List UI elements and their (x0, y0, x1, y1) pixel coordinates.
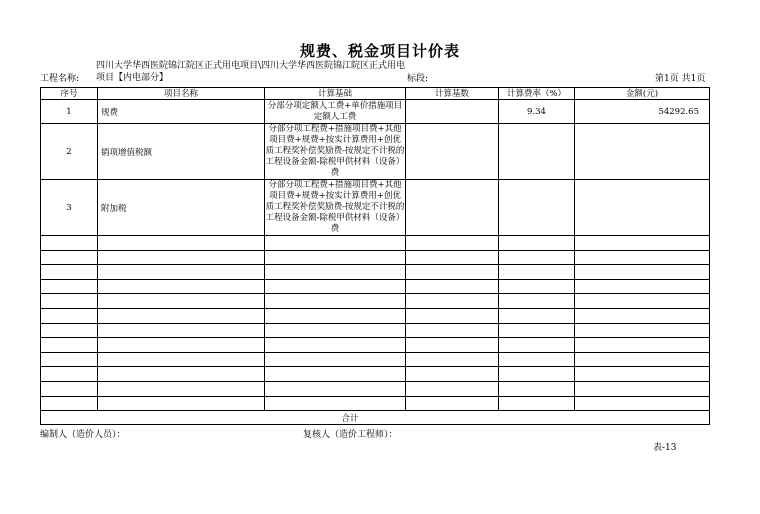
compiler-label: 编制人（造价人员）： (40, 430, 126, 440)
form-number: 表-13 (653, 443, 677, 453)
row-basis: 分部分项工程费+措施项目费+其他项目费+规费+按实计算费用+创优质工程奖补偿奖励费-按规定不计税的工程设备金额-除税甲供材料（设备）费 (265, 124, 405, 178)
empty-row (41, 265, 710, 280)
empty-row (41, 279, 710, 294)
header-no: 序号 (41, 88, 98, 100)
header-rate: 计算费率（%） (499, 88, 575, 100)
reviewer-label: 复核人（造价工程师）： (303, 430, 398, 440)
row-name: 销项增值税额 (98, 124, 265, 180)
row-amount (575, 124, 710, 180)
row-rate (499, 180, 575, 236)
table-row (41, 100, 710, 124)
row-no: 3 (41, 180, 98, 236)
empty-row (41, 236, 710, 251)
empty-row (41, 396, 710, 411)
empty-row (41, 308, 710, 323)
empty-row (41, 381, 710, 396)
row-rate: 9.34 (499, 100, 575, 124)
total-label: 合计 (41, 411, 710, 425)
header-amount: 金额(元) (575, 88, 710, 100)
page-title: 规费、税金项目计价表 (299, 42, 460, 60)
row-name: 规费 (98, 100, 265, 124)
empty-row (41, 338, 710, 353)
header-base: 计算基数 (406, 88, 499, 100)
row-no: 2 (41, 124, 98, 180)
header-row (41, 88, 710, 100)
empty-row (41, 323, 710, 338)
empty-row (41, 250, 710, 265)
table-row (41, 124, 710, 180)
row-amount (575, 180, 710, 236)
empty-row (41, 294, 710, 309)
empty-row (41, 352, 710, 367)
project-label: 工程名称: (40, 74, 80, 84)
section-label: 标段: (407, 74, 429, 84)
fee-table (40, 87, 710, 425)
empty-row (41, 367, 710, 382)
row-amount: 54292.65 (575, 100, 710, 124)
row-base (406, 124, 499, 180)
row-base (406, 180, 499, 236)
header-name: 项目名称 (98, 88, 265, 100)
row-rate (499, 124, 575, 180)
project-name: 四川大学华西医院锦江院区正式用电项目\四川大学华西医院锦江院区正式用电项目【内电部分】 (96, 61, 406, 83)
page-info: 第1页 共1页 (655, 74, 706, 84)
row-no: 1 (41, 100, 98, 124)
table-row (41, 180, 710, 236)
total-row (41, 411, 710, 425)
row-base (406, 100, 499, 124)
row-basis: 分部分项工程费+措施项目费+其他项目费+规费+按实计算费用+创优质工程奖补偿奖励费-按规定不计税的工程设备金额-除税甲供材料（设备）费 (265, 180, 405, 234)
header-basis: 计算基础 (265, 88, 406, 100)
row-name: 附加税 (98, 180, 265, 236)
row-basis: 分部分项定额人工费+单价措施项目定额人工费 (265, 100, 406, 124)
